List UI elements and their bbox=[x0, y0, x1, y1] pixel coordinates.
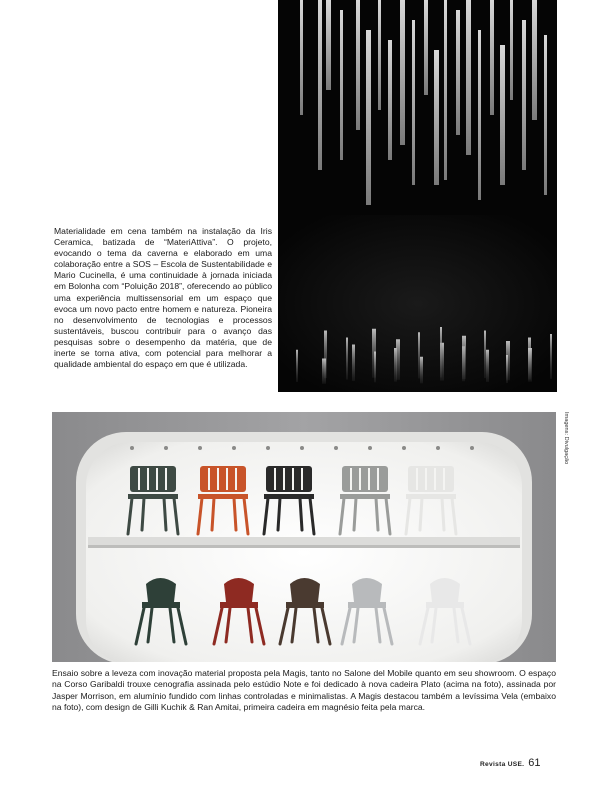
light-column bbox=[456, 10, 460, 135]
light-column bbox=[500, 45, 505, 185]
light-column bbox=[466, 0, 471, 155]
image-credit bbox=[559, 412, 571, 467]
spotlight bbox=[266, 446, 270, 450]
light-reflection bbox=[396, 339, 400, 380]
display-shelf bbox=[88, 537, 520, 545]
light-reflection bbox=[296, 350, 298, 382]
chair-showroom-photo bbox=[52, 412, 556, 662]
light-reflection bbox=[506, 355, 508, 383]
light-reflection bbox=[462, 336, 466, 379]
spotlight bbox=[164, 446, 168, 450]
chair-showroom-illustration bbox=[52, 412, 556, 662]
spotlight bbox=[130, 446, 134, 450]
light-column bbox=[318, 0, 322, 170]
cave-installation-illustration bbox=[278, 0, 557, 392]
light-reflection bbox=[486, 350, 489, 382]
cave-installation-caption: Materialidade em cena também na instalação da Iris Ceramica, batizada de “MateriAttiva”. O projeto, evocando o tema da caverna e elaborado em uma colaboração entre a SOS – Escola de Sustentabilidade e Mario Cucinella, é uma continuidade à jornada iniciada em Bolonha com “Poluição 2018”, oferecendo ao público uma experiência multissensorial em um espaço que evoca um novo pacto entre homem e natureza. Pioneira no desenvolvimento de tecnologias e processos sustentáveis, buscou contribuir para o avanço das pesquisas sobre o desempenho da matéria, que de inerte se torna ativa, com potencial para melhorar a qualidade ambiental do espaço em que é utilizada. bbox=[54, 226, 272, 370]
light-column bbox=[522, 20, 526, 170]
light-column bbox=[388, 40, 392, 160]
light-column bbox=[412, 20, 415, 185]
spotlight bbox=[300, 446, 304, 450]
light-column bbox=[326, 0, 331, 90]
cave-installation-photo bbox=[278, 0, 557, 392]
spotlight bbox=[232, 446, 236, 450]
spotlight bbox=[198, 446, 202, 450]
light-reflection bbox=[550, 334, 552, 379]
page-number: 61 bbox=[528, 757, 541, 769]
light-reflection bbox=[374, 352, 376, 383]
light-reflection bbox=[322, 359, 326, 384]
light-column bbox=[424, 0, 428, 95]
spotlight bbox=[470, 446, 474, 450]
light-reflection bbox=[484, 331, 486, 379]
light-column bbox=[378, 0, 381, 110]
light-column bbox=[490, 0, 494, 115]
image-credit-text: Imagens: Divulgação bbox=[563, 412, 569, 465]
spotlight bbox=[334, 446, 338, 450]
light-column bbox=[434, 50, 439, 185]
spotlight bbox=[368, 446, 372, 450]
light-reflection bbox=[528, 348, 532, 382]
light-column bbox=[444, 0, 447, 180]
page-footer bbox=[480, 757, 556, 771]
spotlight bbox=[436, 446, 440, 450]
light-column bbox=[366, 30, 371, 205]
light-column bbox=[544, 35, 547, 195]
light-column bbox=[300, 0, 303, 115]
light-column bbox=[356, 0, 360, 130]
magis-showroom-caption: Ensaio sobre a leveza com inovação material proposta pela Magis, tanto no Salone del Mobile quanto em seu showroom. O espaço na Corso Garibaldi trouxe cenografia assinada pelo estúdio Note e foi dedicado à nova cadeira Plato (acima na foto), assinada por Jasper Morrison, em alumínio fundido com linhas controladas e minimalistas. A Magis destacou também a levíssima Vela (embaixo na foto), com design de Gilli Kuchik & Ran Amitai, primeira cadeira em magnésio feita pela marca. bbox=[52, 668, 556, 712]
light-reflection bbox=[420, 357, 423, 384]
light-column bbox=[478, 30, 481, 200]
spotlight bbox=[402, 446, 406, 450]
light-reflection bbox=[440, 327, 442, 377]
light-column bbox=[340, 10, 343, 160]
light-column bbox=[532, 0, 537, 120]
light-reflection bbox=[352, 345, 355, 381]
light-reflection bbox=[346, 338, 348, 380]
light-column bbox=[510, 0, 513, 100]
magazine-name: Revista USE. bbox=[480, 761, 525, 768]
light-reflection bbox=[418, 332, 420, 378]
light-column bbox=[400, 0, 405, 145]
